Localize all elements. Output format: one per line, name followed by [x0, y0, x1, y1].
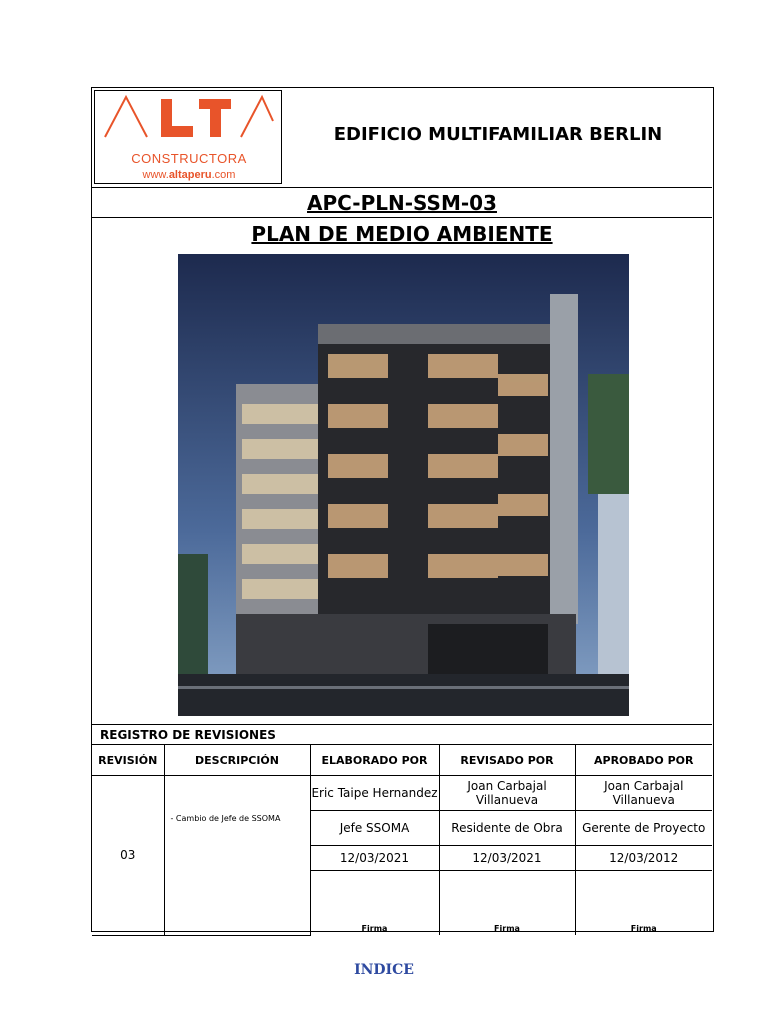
column-header: ELABORADO POR — [310, 745, 439, 776]
company-logo — [94, 90, 282, 184]
elaborado-role: Jefe SSOMA — [310, 811, 439, 846]
revision-description: - Cambio de Jefe de SSOMA — [164, 776, 310, 936]
column-header: APROBADO POR — [575, 745, 712, 776]
revisado-role: Residente de Obra — [439, 811, 575, 846]
indice-heading: INDICE — [354, 962, 414, 978]
revisado-signature: Firma — [439, 871, 575, 936]
column-header: REVISIÓN — [92, 745, 164, 776]
revision-number: 03 — [92, 776, 164, 936]
column-header: REVISADO POR — [439, 745, 575, 776]
document-code: APC-PLN-SSM-03 — [92, 187, 712, 218]
revisions-section-title: REGISTRO DE REVISIONES — [92, 724, 712, 745]
logo-website: www.altaperu.com — [142, 169, 236, 181]
aprobado-signature: Firma — [575, 871, 712, 936]
revisado-name: Joan Carbajal Villanueva — [439, 776, 575, 811]
project-title: EDIFICIO MULTIFAMILIAR BERLIN — [333, 124, 663, 145]
aprobado-role: Gerente de Proyecto — [575, 811, 712, 846]
aprobado-name: Joan Carbajal Villanueva — [575, 776, 712, 811]
table-header-row — [92, 745, 712, 776]
plan-title: PLAN DE MEDIO AMBIENTE — [251, 222, 553, 246]
revisado-date: 12/03/2021 — [439, 846, 575, 871]
column-header: DESCRIPCIÓN — [164, 745, 310, 776]
aprobado-date: 12/03/2012 — [575, 846, 712, 871]
elaborado-name: Eric Taipe Hernandez — [310, 776, 439, 811]
table-row — [92, 776, 712, 811]
revisions-table — [92, 745, 712, 936]
elaborado-signature: Firma — [310, 871, 439, 936]
logo-subtitle: CONSTRUCTORA — [131, 151, 247, 166]
header — [92, 88, 712, 188]
elaborado-date: 12/03/2021 — [310, 846, 439, 871]
alta-logo-mark — [101, 91, 277, 149]
document-frame — [91, 87, 714, 932]
building-rendering-image — [178, 254, 629, 716]
